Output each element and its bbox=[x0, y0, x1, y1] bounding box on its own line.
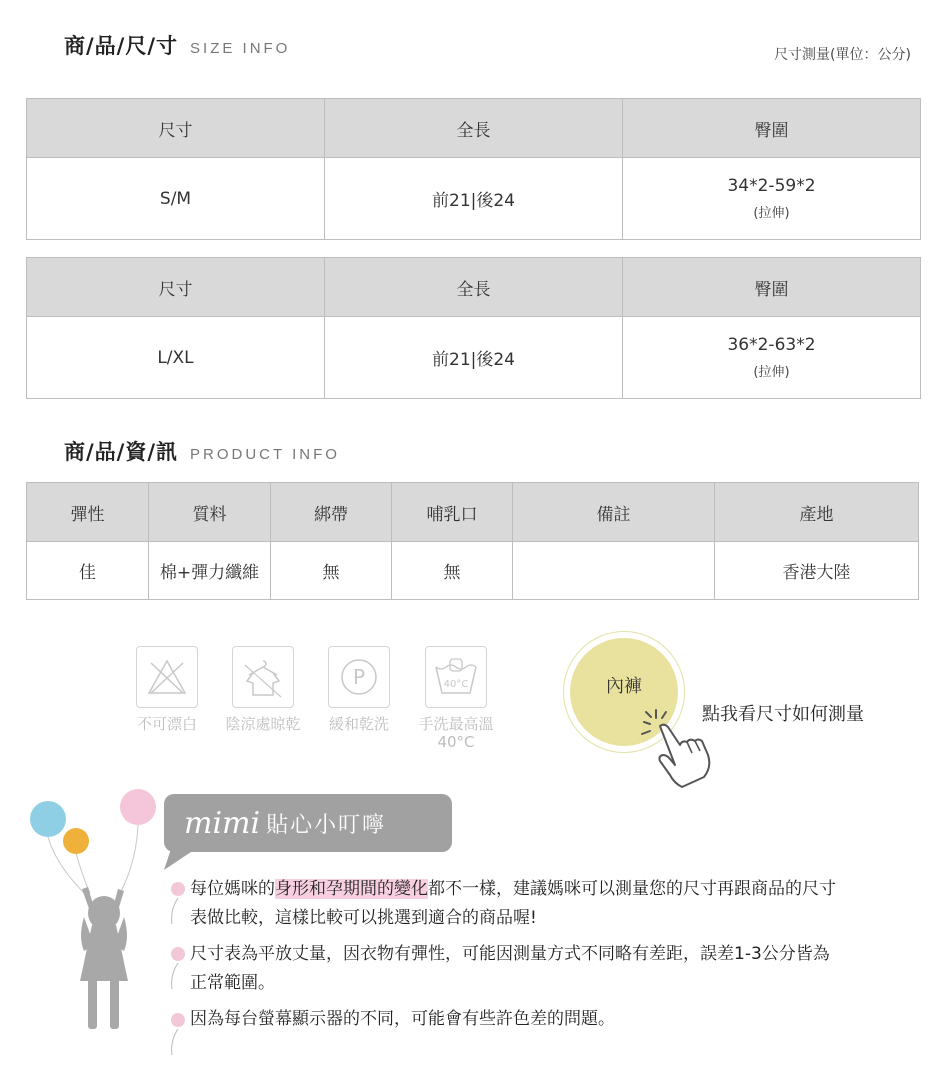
product-info-title-en: PRODUCT INFO bbox=[190, 446, 340, 463]
size-info-title-en: SIZE INFO bbox=[190, 40, 291, 57]
care-label: 緩和乾洗 bbox=[328, 715, 389, 733]
cell-length: 前21|後24 bbox=[325, 317, 623, 399]
care-gentle-dry-clean bbox=[317, 646, 401, 733]
table-row bbox=[27, 317, 921, 399]
hip-value: 34*2-59*2 bbox=[727, 176, 816, 196]
cell-material: 棉+彈力纖維 bbox=[149, 542, 271, 600]
size-info-title bbox=[64, 30, 290, 60]
care-label: 不可漂白 bbox=[136, 715, 197, 733]
blue-balloon-icon bbox=[30, 801, 66, 837]
cell-remarks bbox=[513, 542, 715, 600]
product-info-title bbox=[64, 436, 340, 466]
icon-temperature: 40°C bbox=[443, 679, 469, 690]
size-guide-link[interactable]: 點我看尺寸如何測量 bbox=[702, 704, 864, 725]
orange-balloon-icon bbox=[63, 828, 89, 854]
header-strap: 綁帶 bbox=[271, 483, 392, 542]
care-label: 陰涼處晾乾 bbox=[225, 715, 301, 733]
unit-note: 尺寸測量(單位：公分) bbox=[774, 47, 911, 63]
header-hip: 臀圍 bbox=[623, 258, 921, 317]
table-header-row bbox=[27, 258, 921, 317]
header-size: 尺寸 bbox=[27, 258, 325, 317]
cell-size: S/M bbox=[27, 158, 325, 240]
header-elasticity: 彈性 bbox=[27, 483, 149, 542]
product-info-title-zh: 商/品/資/訊 bbox=[64, 440, 179, 464]
cell-strap: 無 bbox=[271, 542, 392, 600]
girl-with-balloons-illustration bbox=[26, 785, 166, 1040]
note-measurement-error: 尺寸表為平放丈量，因衣物有彈性，可能因測量方式不同略有差距，誤差1-3公分皆為 正常範圍。 bbox=[190, 944, 830, 993]
cell-length: 前21|後24 bbox=[325, 158, 623, 240]
size-table-sm bbox=[26, 98, 921, 240]
table-row bbox=[27, 158, 921, 240]
note-body-variation: 每位媽咪的身形和孕期間的變化都不一樣，建議媽咪可以測量您的尺寸再跟商品的尺寸 表做比較，這樣比較可以挑選到適合的商品喔! bbox=[190, 879, 836, 928]
note-highlight: 身形和孕期間的變化 bbox=[275, 879, 428, 899]
brand-logo: mimi bbox=[184, 805, 261, 841]
product-info-table bbox=[26, 482, 919, 600]
care-shade-dry bbox=[221, 646, 305, 733]
pink-balloon-icon bbox=[120, 789, 156, 825]
care-label-temperature: 40°C bbox=[437, 733, 475, 751]
hip-stretch-note: (拉伸) bbox=[753, 365, 790, 380]
cell-hip bbox=[623, 317, 921, 399]
pants-label: 內褲 bbox=[606, 676, 642, 697]
care-label-main: 手洗最高溫 bbox=[418, 715, 494, 733]
table-header-row bbox=[27, 99, 921, 158]
header-length: 全長 bbox=[325, 99, 623, 158]
header-size: 尺寸 bbox=[27, 99, 325, 158]
cell-size: L/XL bbox=[27, 317, 325, 399]
tips-title: 貼心小叮嚀 bbox=[266, 812, 387, 838]
size-info-title-zh: 商/品/尺/寸 bbox=[64, 34, 179, 58]
tips-bubble bbox=[164, 794, 452, 852]
table-row bbox=[27, 542, 919, 600]
bullet-connector bbox=[164, 890, 180, 1060]
cell-hip bbox=[623, 158, 921, 240]
hip-stretch-note: (拉伸) bbox=[753, 206, 790, 221]
cell-elasticity: 佳 bbox=[27, 542, 149, 600]
size-table-lxl bbox=[26, 257, 921, 399]
no-bleach-icon bbox=[136, 646, 198, 708]
header-material: 質料 bbox=[149, 483, 271, 542]
cell-nursing-opening: 無 bbox=[392, 542, 513, 600]
header-remarks: 備註 bbox=[513, 483, 715, 542]
hand-wash-icon bbox=[425, 646, 487, 708]
hip-value: 36*2-63*2 bbox=[727, 335, 816, 355]
header-length: 全長 bbox=[325, 258, 623, 317]
bubble-tail bbox=[164, 846, 204, 872]
gentle-dry-clean-icon bbox=[328, 646, 390, 708]
header-nursing-opening: 哺乳口 bbox=[392, 483, 513, 542]
care-label bbox=[414, 715, 498, 751]
header-origin: 產地 bbox=[715, 483, 919, 542]
table-header-row bbox=[27, 483, 919, 542]
care-hand-wash bbox=[414, 646, 498, 751]
cell-origin: 香港大陸 bbox=[715, 542, 919, 600]
girl-silhouette-icon bbox=[80, 887, 128, 1029]
shade-dry-icon bbox=[232, 646, 294, 708]
note-color-difference: 因為每台螢幕顯示器的不同，可能會有些許色差的問題。 bbox=[190, 1009, 615, 1029]
icon-letter: P bbox=[352, 665, 366, 689]
care-no-bleach bbox=[125, 646, 209, 733]
header-hip: 臀圍 bbox=[623, 99, 921, 158]
